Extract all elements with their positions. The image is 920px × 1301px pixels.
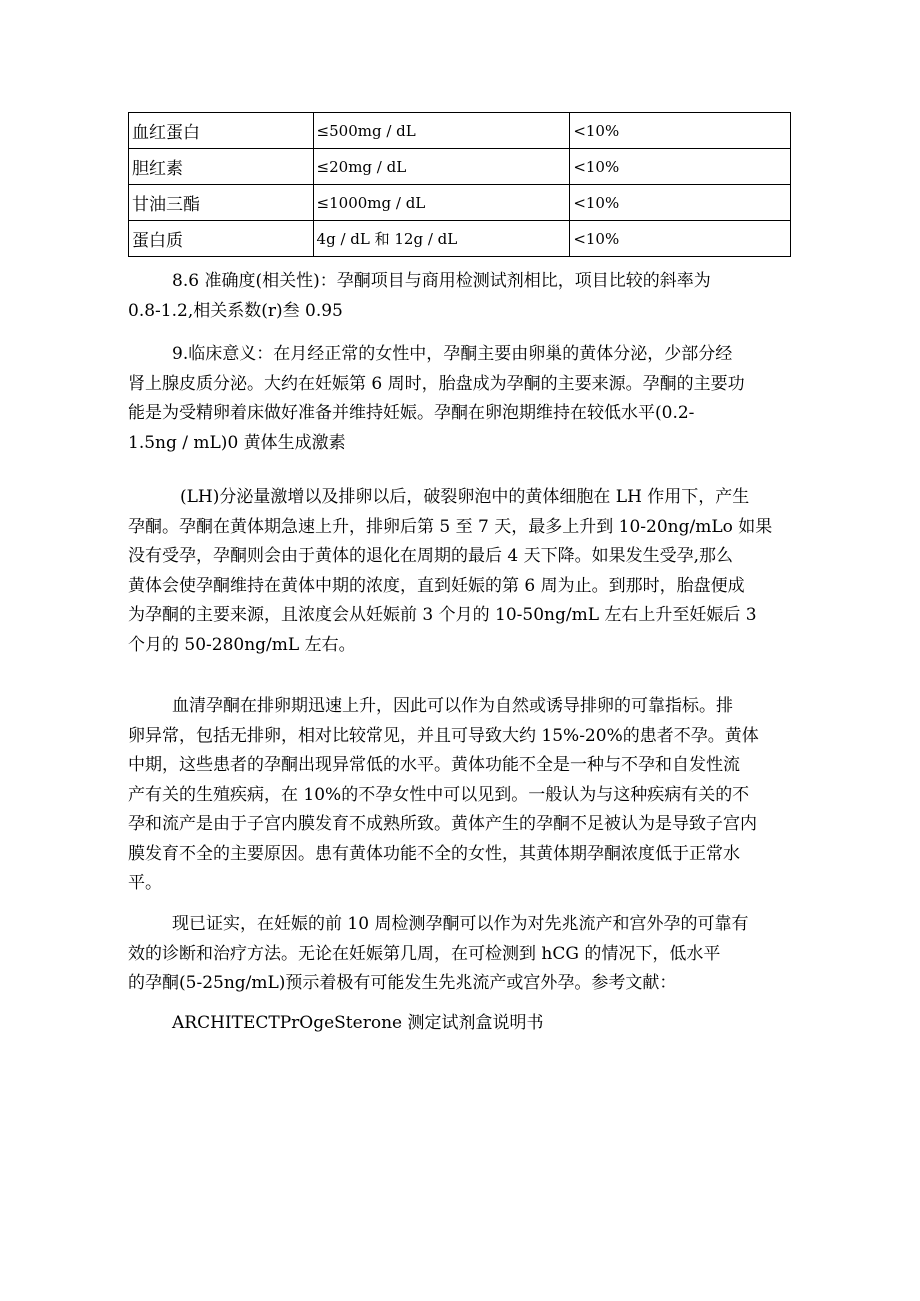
interference-cell: <10% <box>570 113 791 149</box>
reference-paragraph <box>128 1009 793 1039</box>
table-row <box>129 149 791 185</box>
paragraph-line: 中期，这些患者的孕酮出现异常低的水平。黄体功能不全是一种与不孕和自发性流 <box>128 755 740 775</box>
paragraph-line: 个月的 50-280ng/mL 左右。 <box>128 634 356 655</box>
table-row <box>129 113 791 149</box>
substance-cell: 血红蛋白 <box>129 113 314 149</box>
paragraph-line: 1.5ng / mL)0 黄体生成激素 <box>128 432 346 453</box>
paragraph-line: 的孕酮(5-25ng/mL)预示着极有可能发生先兆流产或宫外孕。参考文献： <box>128 973 677 993</box>
table-row <box>129 185 791 221</box>
paragraph-line: 8.6 准确度(相关性)：孕酮项目与商用检测试剂相比，项目比较的斜率为 <box>172 271 711 291</box>
paragraph-line: 效的诊断和治疗方法。无论在妊娠第几周，在可检测到 hCG 的情况下，低水平 <box>128 943 721 964</box>
paragraph-line: 9.临床意义：在月经正常的女性中，孕酮主要由卵巢的黄体分泌，少部分经 <box>172 344 733 364</box>
substance-cell: 胆红素 <box>129 149 314 185</box>
clinical-significance-paragraph <box>128 340 793 458</box>
interference-cell: <10% <box>570 149 791 185</box>
concentration-cell: ≤1000mg / dL <box>313 185 570 221</box>
paragraph-line: 0.8-1.2,相关系数(r)叁 0.95 <box>128 300 343 321</box>
paragraph-line: 肾上腺皮质分泌。大约在妊娠第 6 周时，胎盘成为孕酮的主要来源。孕酮的主要功 <box>128 373 745 394</box>
substance-cell: 甘油三酯 <box>129 185 314 221</box>
proven-paragraph <box>128 910 793 999</box>
paragraph-line: 平。 <box>128 873 162 893</box>
paragraph-line: (LH)分泌量激增以及排卵以后，破裂卵泡中的黄体细胞在 LH 作用下，产生 <box>180 487 750 507</box>
concentration-cell: 4g / dL 和 12g / dL <box>313 221 570 257</box>
table-row <box>129 221 791 257</box>
concentration-cell: ≤20mg / dL <box>313 149 570 185</box>
paragraph-line: 膜发育不全的主要原因。患有黄体功能不全的女性，其黄体期孕酮浓度低于正常水 <box>128 843 740 864</box>
lh-paragraph <box>128 483 793 660</box>
paragraph-line: 卵异常，包括无排卵，相对比较常见，并且可导致大约 15%-20%的患者不孕。黄体 <box>128 725 759 746</box>
paragraph-line: 没有受孕，孕酮则会由于黄体的退化在周期的最后 4 天下降。如果发生受孕,那么 <box>128 546 734 566</box>
paragraph-line: 现已证实，在妊娠的前 10 周检测孕酮可以作为对先兆流产和宫外孕的可靠有 <box>172 914 749 934</box>
serum-progesterone-paragraph <box>128 692 793 899</box>
interference-cell: <10% <box>570 185 791 221</box>
paragraph-line: 孕酮。孕酮在黄体期急速上升，排卵后第 5 至 7 天，最多上升到 10-20ng/mLo 如果 <box>128 516 773 537</box>
interference-table <box>128 112 791 257</box>
reference-text: ARCHITECTPrOgeSterone 测定试剂盒说明书 <box>172 1013 544 1033</box>
paragraph-line: 血清孕酮在排卵期迅速上升，因此可以作为自然或诱导排卵的可靠指标。排 <box>172 696 733 716</box>
paragraph-line: 产有关的生殖疾病，在 10%的不孕女性中可以见到。一般认为与这种疾病有关的不 <box>128 784 750 805</box>
interference-cell: <10% <box>570 221 791 257</box>
substance-cell: 蛋白质 <box>129 221 314 257</box>
paragraph-line: 能是为受精卵着床做好准备并维持妊娠。孕酮在卵泡期维持在较低水平(0.2- <box>128 403 695 423</box>
paragraph-line: 孕和流产是由于子宫内膜发育不成熟所致。黄体产生的孕酮不足被认为是导致子宫内 <box>128 814 757 834</box>
paragraph-line: 黄体会使孕酮维持在黄体中期的浓度，直到妊娠的第 6 周为止。到那时，胎盘便成 <box>128 575 745 596</box>
accuracy-paragraph <box>128 267 793 326</box>
concentration-cell: ≤500mg / dL <box>313 113 570 149</box>
paragraph-line: 为孕酮的主要来源，且浓度会从妊娠前 3 个月的 10-50ng/mL 左右上升至妊娠后 3 <box>128 605 757 625</box>
